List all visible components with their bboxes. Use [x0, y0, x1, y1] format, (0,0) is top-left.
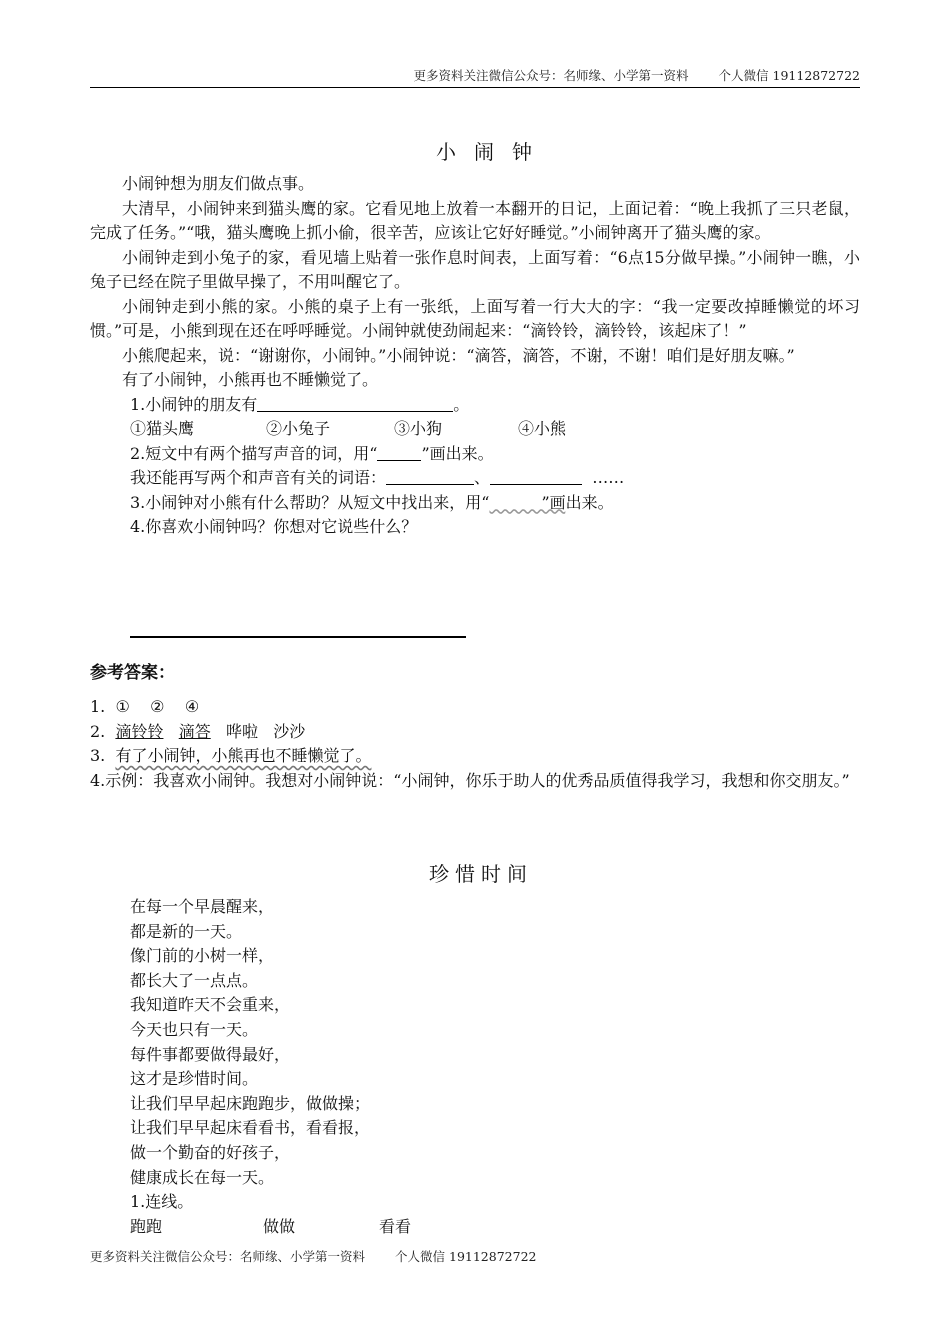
poem-line: 都是新的一天。 — [130, 921, 243, 941]
separator: 、 — [474, 468, 491, 487]
question-2-text-end: ”画出来。 — [421, 443, 494, 463]
answer-number: 3. — [90, 746, 106, 765]
question-1-text: 1.小闹钟的朋友有 — [130, 394, 258, 414]
answer-item: ① — [115, 697, 130, 716]
poem-line: 像门前的小树一样， — [130, 946, 275, 966]
answer-blank[interactable] — [490, 468, 582, 485]
match-word[interactable]: 跑跑 — [130, 1216, 163, 1236]
answer-blank[interactable] — [257, 395, 453, 412]
poem-line: 今天也只有一天。 — [130, 1019, 259, 1039]
question-1-options — [90, 417, 860, 442]
story-body — [90, 172, 860, 540]
question-1 — [90, 393, 860, 418]
story-paragraph: 小闹钟走到小兔子的家，看见墙上贴着一张作息时间表，上面写着：“6点15分做早操。”小闹钟一瞧，小兔子已经在院子里做早操了，不用叫醒它了。 — [90, 247, 860, 291]
poem-line: 每件事都要做得最好， — [130, 1044, 291, 1064]
answer-blank[interactable] — [386, 468, 474, 485]
match-word[interactable]: 看看 — [379, 1216, 412, 1236]
underline-sample — [377, 444, 421, 461]
page-footer — [90, 1247, 536, 1265]
page-header — [90, 66, 860, 84]
answer-4: 4.示例：我喜欢小闹钟。我想对小闹钟说：“小闹钟，你乐于助人的优秀品质值得我学习，我想和你交朋友。” — [90, 770, 850, 790]
answer-item: 沙沙 — [273, 721, 306, 741]
answer-item: 哗啦 — [226, 721, 259, 741]
story-title: 小闹钟 — [436, 140, 550, 164]
answer-number: 1. — [90, 697, 106, 716]
poem-title: 珍惜时间 — [429, 862, 533, 886]
poem-line: 做一个勤奋的好孩子， — [130, 1142, 291, 1162]
poem-line: 健康成长在每一天。 — [130, 1167, 275, 1187]
story-paragraph: 大清早，小闹钟来到猫头鹰的家。它看见地上放着一本翻开的日记，上面记着：“晚上我抓了三只老鼠，完成了任务。”“哦，猫头鹰晚上抓小偷，很辛苦，应该让它好好睡觉。”小闹钟离开了猫头鹰的家。 — [90, 198, 860, 242]
answer-item: ② — [150, 697, 165, 716]
answer-line[interactable] — [130, 636, 466, 638]
story-paragraph: 小闹钟想为朋友们做点事。 — [122, 174, 315, 193]
poem-body — [130, 895, 411, 1239]
header-divider — [90, 87, 860, 88]
poem-question-1: 1.连线。 — [130, 1192, 194, 1212]
option-4[interactable]: ④小熊 — [518, 419, 567, 438]
poem-line: 都长大了一点点。 — [130, 970, 259, 990]
answer-3 — [90, 744, 860, 769]
poem-line: 我知道昨天不会重来， — [130, 995, 291, 1015]
question-4: 4.你喜欢小闹钟吗？你想对它说些什么？ — [130, 517, 418, 536]
poem-line: 让我们早早起床看看书，看看报， — [130, 1118, 371, 1138]
poem-line: 让我们早早起床跑跑步，做做操； — [130, 1093, 371, 1113]
footer-wechat-text: 个人微信 19112872722 — [395, 1249, 537, 1264]
answer-item-underlined: 滴铃铃 — [115, 721, 164, 741]
answer-item-underlined: 滴答 — [178, 721, 211, 741]
answer-2 — [90, 720, 860, 745]
question-3-text: 3.小闹钟对小熊有什么帮助？从短文中找出来，用“ — [130, 492, 490, 512]
footer-source-text: 更多资料关注微信公众号：名师缘、小学第一资料 — [90, 1249, 366, 1264]
answers-title: 参考答案： — [90, 663, 175, 683]
question-2-extra — [90, 466, 860, 491]
option-2[interactable]: ②小兔子 — [266, 419, 331, 438]
answer-1 — [90, 695, 860, 720]
ellipsis: …… — [592, 468, 625, 487]
header-wechat-text: 个人微信 19112872722 — [718, 68, 860, 83]
story-paragraph: 有了小闹钟，小熊再也不睡懒觉了。 — [122, 370, 379, 389]
story-paragraph: 小闹钟走到小熊的家。小熊的桌子上有一张纸，上面写着一行大大的字：“我一定要改掉睡懒觉的坏习惯。”可是，小熊到现在还在呼呼睡觉。小闹钟就使劲闹起来：“滴铃铃，滴铃铃，该起床了！” — [90, 296, 860, 340]
question-1-end: 。 — [453, 394, 470, 414]
match-row — [130, 1215, 411, 1240]
answer-item: ④ — [184, 697, 200, 716]
poem-line: 这才是珍惜时间。 — [130, 1069, 259, 1089]
answers-body — [90, 695, 860, 793]
question-3-text-end: ”画出来。 — [541, 492, 614, 512]
wavy-line-sample — [489, 491, 541, 516]
story-paragraph: 小熊爬起来，说：“谢谢你，小闹钟。”小闹钟说：“滴答，滴答，不谢，不谢！咱们是好朋友嘛。” — [122, 345, 795, 365]
answer-number: 2. — [90, 721, 106, 741]
question-2-text: 2.短文中有两个描写声音的词，用“ — [130, 443, 378, 463]
option-3[interactable]: ③小狗 — [394, 419, 443, 438]
option-1[interactable]: ①猫头鹰 — [130, 419, 195, 438]
question-2 — [90, 442, 860, 467]
question-3 — [90, 491, 860, 516]
answer-text-wavy: 有了小闹钟，小熊再也不睡懒觉了。 — [115, 746, 372, 765]
question-2-extra-text: 我还能再写两个和声音有关的词语： — [130, 468, 387, 487]
poem-line: 在每一个早晨醒来， — [130, 897, 275, 916]
header-source-text: 更多资料关注微信公众号：名师缘、小学第一资料 — [413, 68, 689, 83]
match-word[interactable]: 做做 — [263, 1216, 296, 1236]
